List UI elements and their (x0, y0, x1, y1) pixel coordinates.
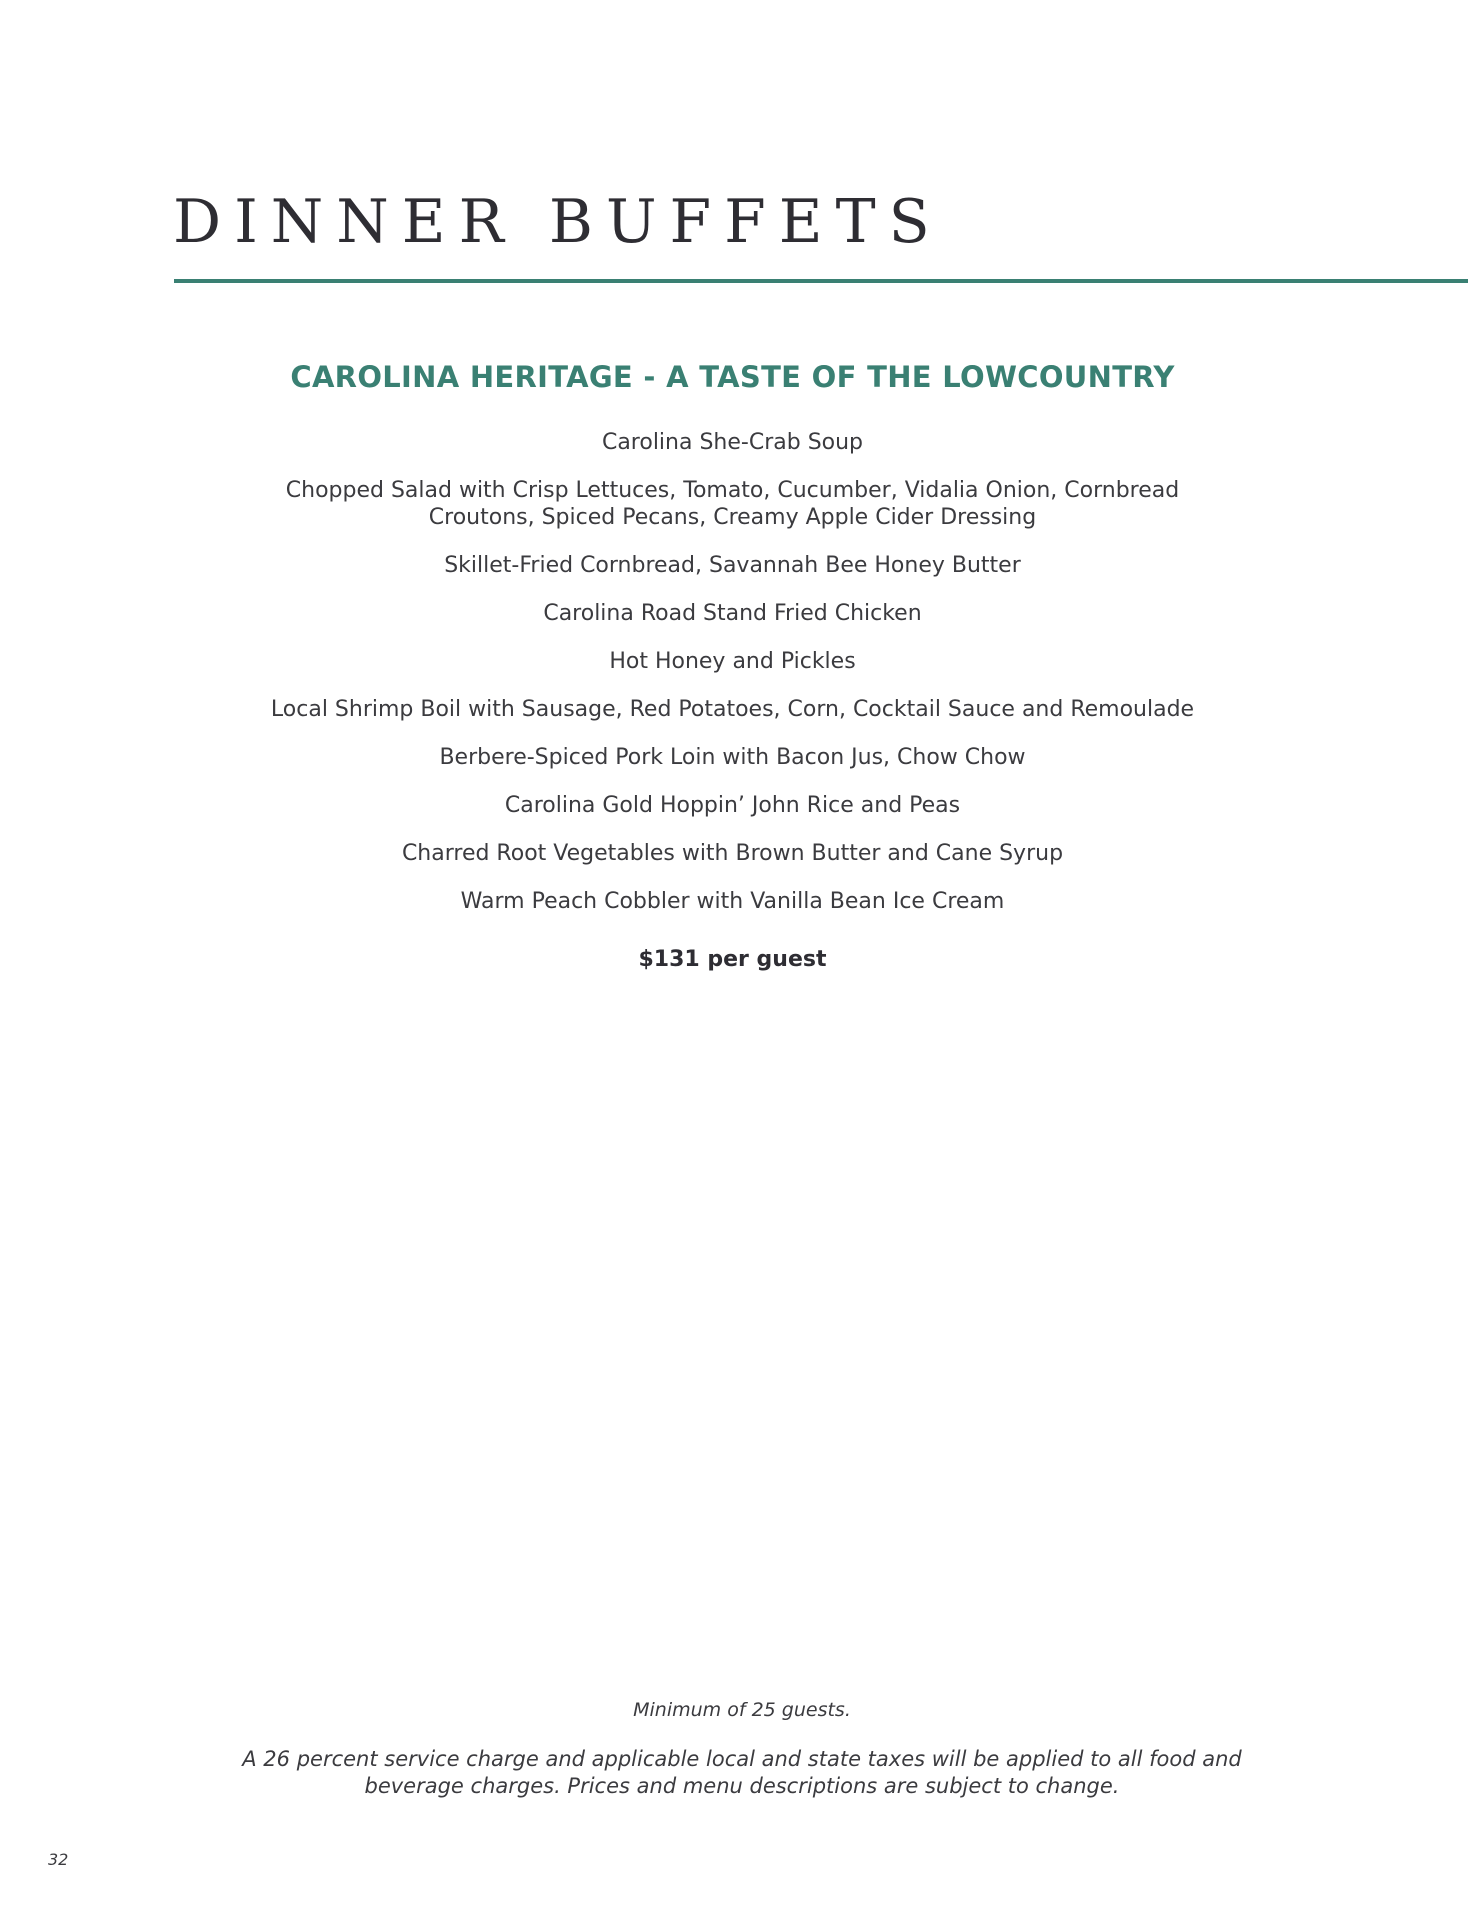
menu-item: Hot Honey and Pickles (609, 649, 856, 674)
service-charge-note: A 26 percent service charge and applicable local and state taxes will be applied to all food and beverage charges. Prices and menu descriptions are subject to change. (242, 1747, 1242, 1798)
menu-item: Local Shrimp Boil with Sausage, Red Potatoes, Corn, Cocktail Sauce and Remoulade (270, 697, 1195, 722)
menu-item: Chopped Salad with Crisp Lettuces, Tomato, Cucumber, Vidalia Onion, Cornbread Croutons, Spiced Pecans, Creamy Apple Cider Dressing (285, 478, 1180, 530)
page-title: DINNER BUFFETS (173, 187, 943, 257)
buffet-menu (250, 355, 1215, 975)
menu-item: Berbere-Spiced Pork Loin with Bacon Jus, Chow Chow (439, 745, 1026, 770)
price-per-guest: $131 per guest (638, 947, 827, 972)
menu-item: Carolina She-Crab Soup (601, 430, 864, 455)
title-divider (174, 279, 1468, 283)
menu-item: Carolina Gold Hoppin’ John Rice and Peas (504, 793, 961, 818)
minimum-guests-note: Minimum of 25 guests. (633, 1699, 851, 1721)
menu-item: Charred Root Vegetables with Brown Butter and Cane Syrup (401, 841, 1064, 866)
menu-item: Warm Peach Cobbler with Vanilla Bean Ice Cream (460, 889, 1005, 914)
menu-heading: CAROLINA HERITAGE - A TASTE OF THE LOWCOUNTRY (290, 360, 1175, 394)
page-number: 32 (48, 1850, 69, 1869)
menu-item: Carolina Road Stand Fried Chicken (543, 601, 922, 626)
menu-item: Skillet-Fried Cornbread, Savannah Bee Honey Butter (444, 553, 1021, 578)
menu-item-list (250, 429, 1215, 915)
